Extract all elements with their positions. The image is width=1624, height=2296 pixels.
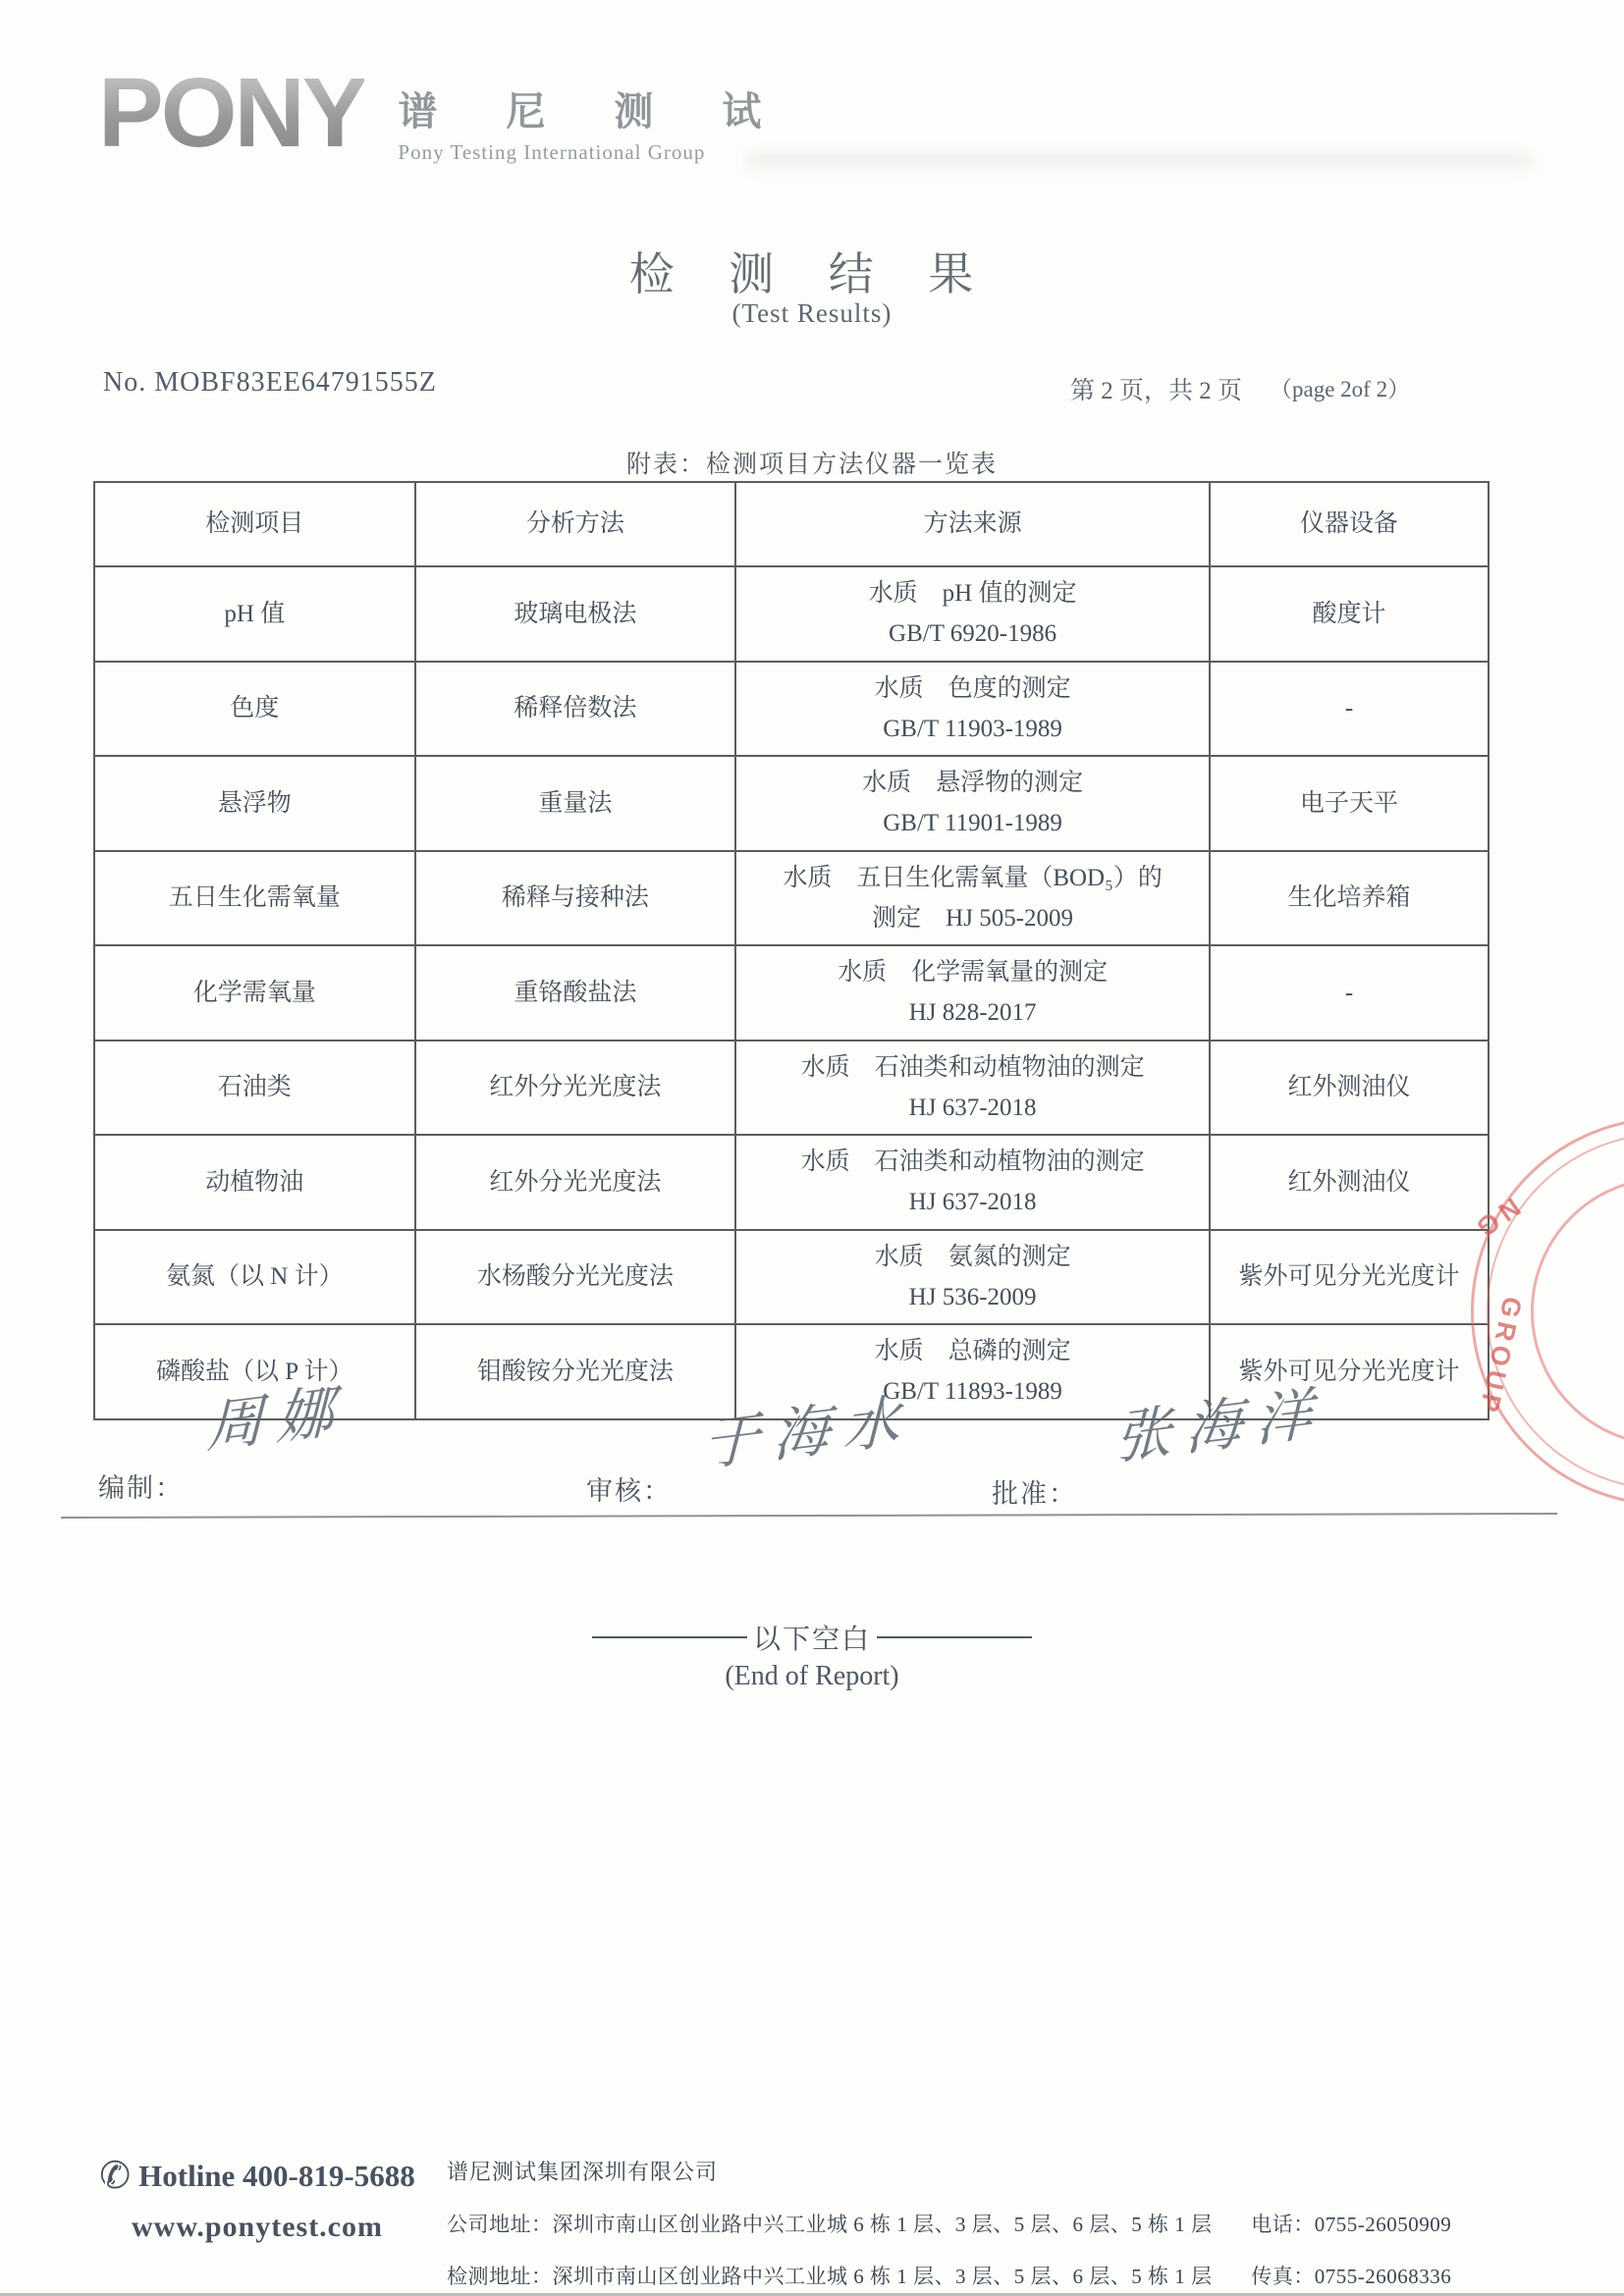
source-line1: 水质 氨氮的测定 — [874, 1243, 1071, 1270]
stamp-arc-text: GROUP — [1473, 1294, 1528, 1419]
table-row — [94, 1230, 1489, 1325]
table-row — [94, 756, 1489, 851]
logo-text-block — [398, 73, 790, 165]
cell-method: 玻璃电极法 — [415, 566, 736, 662]
company-address-row — [447, 2209, 1451, 2238]
company-phone: 电话：0755-26050909 — [1251, 2213, 1452, 2236]
table-row — [94, 851, 1489, 946]
cell-instrument: 红外测油仪 — [1210, 1135, 1489, 1230]
cell-source — [735, 756, 1210, 851]
company-fax: 传真：0755-26068336 — [1251, 2265, 1452, 2288]
testing-address-row — [447, 2261, 1451, 2290]
logo-english-name: Pony Testing International Group — [398, 140, 706, 164]
source-line2: 测定 HJ 505-2009 — [872, 904, 1074, 932]
page-title: 检 测 结 果 — [628, 249, 996, 299]
header-logo — [98, 58, 791, 168]
cell-item: 色度 — [94, 662, 415, 757]
cell-source — [735, 1041, 1210, 1136]
col-header-method: 分析方法 — [415, 482, 736, 566]
report-number: No. MOBF83EE64791555Z — [103, 367, 437, 398]
cell-instrument: 酸度计 — [1210, 566, 1489, 662]
cell-method: 稀释倍数法 — [415, 662, 736, 757]
cell-instrument: 紫外可见分光光度计 — [1210, 1230, 1489, 1325]
source-line1: 水质 石油类和动植物油的测定 — [800, 1053, 1145, 1081]
cell-source — [735, 566, 1210, 662]
dash-line — [592, 1636, 747, 1638]
source-line1: 水质 化学需氧量的测定 — [838, 959, 1109, 986]
page-indicator-en: （page 2of 2） — [1270, 377, 1411, 401]
cell-method: 红外分光光度法 — [415, 1135, 736, 1230]
source-line2: GB/T 11903-1989 — [883, 715, 1062, 742]
hotline-text: Hotline 400-819-5688 — [138, 2159, 415, 2193]
source-line2: GB/T 11901-1989 — [883, 810, 1062, 837]
source-line2: GB/T 11893-1989 — [883, 1378, 1062, 1406]
cell-instrument: 电子天平 — [1210, 756, 1489, 851]
source-line1: 水质 五日生化需氧量（BOD₅）的 — [783, 864, 1163, 891]
phone-icon: ✆ — [99, 2156, 132, 2197]
page-indicator — [1070, 371, 1410, 406]
cell-item: 五日生化需氧量 — [94, 851, 415, 946]
cell-method: 钼酸铵分光光度法 — [415, 1324, 736, 1419]
source-line1: 水质 悬浮物的测定 — [862, 770, 1084, 796]
col-header-source: 方法来源 — [735, 482, 1210, 566]
website-link: www.ponytest.com — [132, 2211, 383, 2243]
pony-logo: PONY — [98, 58, 365, 168]
methods-table — [93, 481, 1489, 1420]
cell-item: 石油类 — [94, 1041, 415, 1136]
page-indicator-cn: 第 2 页，共 2 页 — [1070, 378, 1243, 404]
logo-chinese-name: 谱 尼 测 试 — [398, 89, 791, 133]
source-line2: HJ 637-2018 — [908, 1094, 1037, 1121]
cell-item: pH 值 — [94, 566, 415, 662]
reviewed-by-label: 审核： — [586, 1476, 672, 1506]
cell-item: 悬浮物 — [94, 756, 415, 851]
cell-source — [735, 851, 1210, 946]
cell-item: 氨氮（以 N 计） — [94, 1230, 415, 1325]
table-row — [94, 945, 1489, 1041]
cell-method: 重铬酸盐法 — [415, 945, 736, 1041]
source-line1: 水质 色度的测定 — [874, 674, 1071, 702]
company-name: 谱尼测试集团深圳有限公司 — [447, 2160, 719, 2184]
signature-baseline — [61, 1513, 1557, 1519]
table-caption: 附表：检测项目方法仪器一览表 — [625, 452, 998, 478]
cell-instrument: 生化培养箱 — [1210, 851, 1489, 946]
footer-contact-block — [90, 2158, 424, 2244]
cell-source — [735, 945, 1210, 1041]
approved-by-label: 批准： — [992, 1479, 1077, 1509]
table-row — [94, 662, 1489, 757]
end-of-report-cn: 以下空白 — [752, 1625, 871, 1655]
cell-source — [735, 1230, 1210, 1325]
scan-artifact — [746, 153, 1532, 169]
reviewed-by-signature: 于海水 — [702, 1385, 914, 1479]
testing-address: 检测地址：深圳市南山区创业路中兴工业城 6 栋 1 层、3 层、5 层、6 层、5 栋 1 层 — [447, 2265, 1213, 2288]
cell-item: 化学需氧量 — [94, 945, 415, 1041]
source-line2: HJ 536-2009 — [908, 1283, 1037, 1310]
table-row — [94, 566, 1489, 662]
dash-line — [877, 1636, 1032, 1638]
cell-instrument: 紫外可见分光光度计 — [1210, 1324, 1489, 1419]
col-header-item: 检测项目 — [94, 482, 415, 566]
table-row — [94, 1041, 1489, 1136]
table-row — [94, 1135, 1489, 1230]
prepared-by-signature: 周娜 — [205, 1375, 348, 1462]
table-header-row — [94, 482, 1489, 566]
col-header-instrument: 仪器设备 — [1210, 482, 1489, 566]
end-of-report-en: (End of Report) — [725, 1661, 899, 1691]
company-address: 公司地址：深圳市南山区创业路中兴工业城 6 栋 1 层、3 层、5 层、6 层、5 栋 1 层 — [447, 2213, 1213, 2236]
cell-method: 重量法 — [415, 756, 736, 851]
prepared-by-label: 编制： — [98, 1473, 184, 1503]
source-line2: GB/T 6920-1986 — [889, 620, 1057, 648]
cell-source — [735, 1135, 1210, 1230]
cell-source — [735, 662, 1210, 757]
approved-by-signature: 张海洋 — [1114, 1378, 1326, 1472]
cell-instrument: - — [1210, 662, 1489, 757]
hotline-row — [90, 2158, 424, 2195]
cell-method: 水杨酸分光光度法 — [415, 1230, 736, 1325]
footer-company-block — [447, 2156, 1451, 2290]
cell-item: 磷酸盐（以 P 计） — [94, 1324, 415, 1419]
end-of-report-row — [0, 1618, 1624, 1657]
cell-method: 稀释与接种法 — [415, 851, 736, 946]
source-line1: 水质 总磷的测定 — [874, 1338, 1071, 1364]
source-line1: 水质 石油类和动植物油的测定 — [800, 1148, 1145, 1175]
cell-item: 动植物油 — [94, 1135, 415, 1230]
cell-instrument: 红外测油仪 — [1210, 1041, 1489, 1136]
stamp-arc-text: NG — [1466, 1192, 1526, 1247]
cell-method: 红外分光光度法 — [415, 1041, 736, 1136]
source-line2: HJ 637-2018 — [908, 1189, 1037, 1216]
source-line1: 水质 pH 值的测定 — [868, 580, 1077, 607]
source-line2: HJ 828-2017 — [908, 999, 1037, 1027]
cell-instrument: - — [1210, 945, 1489, 1041]
page-subtitle: (Test Results) — [731, 298, 893, 328]
